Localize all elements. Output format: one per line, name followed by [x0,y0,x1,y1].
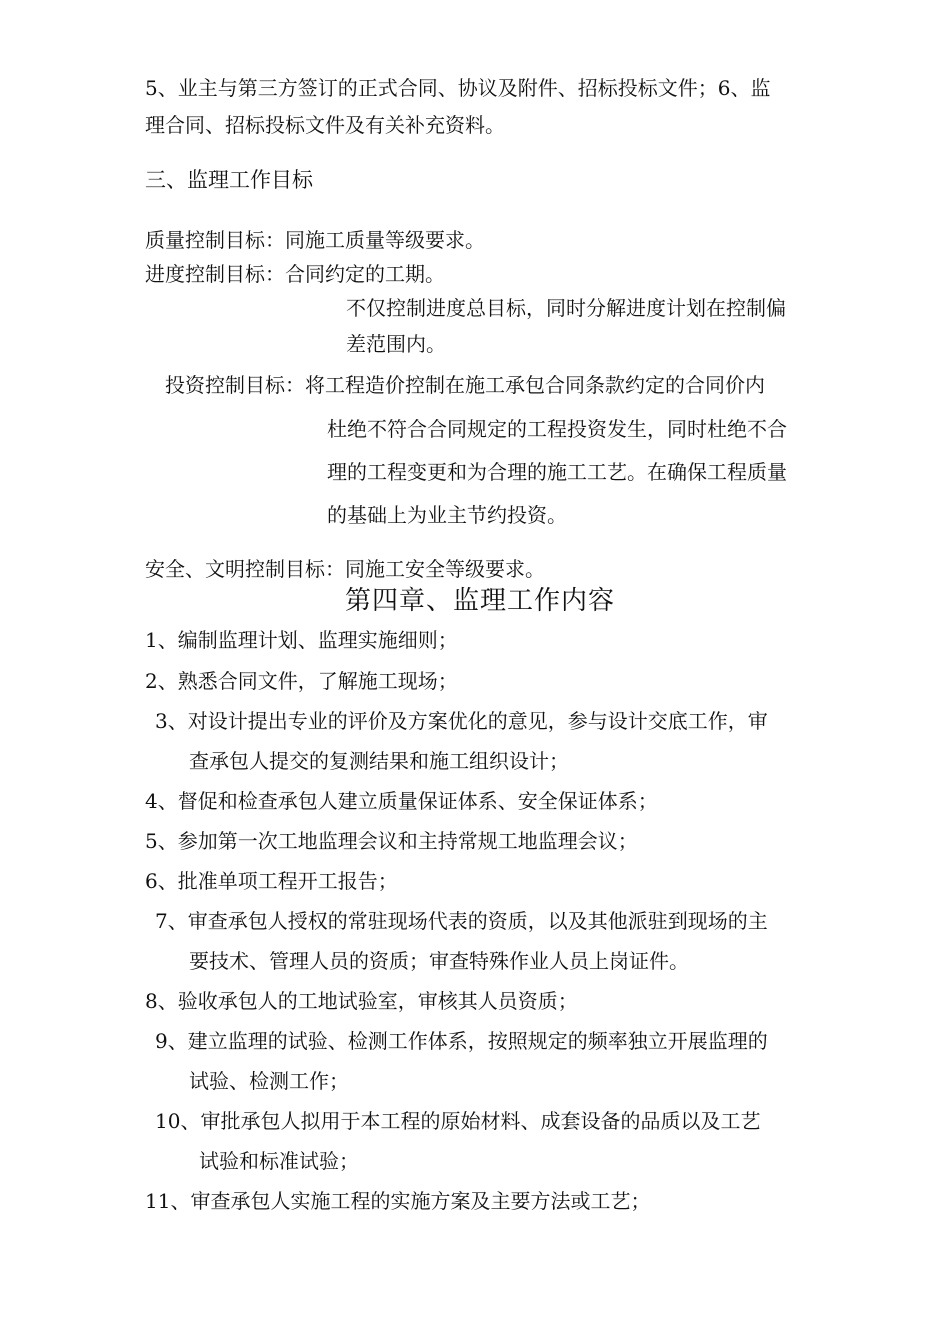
reference-line: 理合同、招标投标文件及有关补充资料。 [145,113,505,137]
schedule-detail: 不仅控制进度总目标，同时分解进度计划在控制偏 [346,296,786,320]
list-item: 2、熟悉合同文件，了解施工现场； [145,669,458,693]
section-heading: 三、监理工作目标 [145,168,313,192]
chapter-title: 第四章、监理工作内容 [345,586,616,616]
list-item: 10、审批承包人拟用于本工程的原始材料、成套设备的品质以及工艺 [155,1109,761,1133]
list-item: 3、对设计提出专业的评价及方案优化的意见，参与设计交底工作，审 [155,709,768,733]
investment-detail: 理的工程变更和为合理的施工工艺。在确保工程质量 [327,460,787,484]
list-item: 8、验收承包人的工地试验室，审核其人员资质； [145,989,578,1013]
quality-target: 质量控制目标：同施工质量等级要求。 [145,228,485,252]
list-item: 9、建立监理的试验、检测工作体系，按照规定的频率独立开展监理的 [155,1029,768,1053]
list-item-continuation: 试验、检测工作； [189,1069,349,1093]
investment-detail: 的基础上为业主节约投资。 [327,503,567,527]
list-item: 1、编制监理计划、监理实施细则； [145,628,458,652]
list-item: 6、批准单项工程开工报告； [145,869,398,893]
reference-line: 5、业主与第三方签订的正式合同、协议及附件、招标投标文件；6、监 [145,76,771,100]
schedule-detail: 差范围内。 [346,332,446,356]
schedule-target: 进度控制目标：合同约定的工期。 [145,262,445,286]
list-item: 7、审查承包人授权的常驻现场代表的资质，以及其他派驻到现场的主 [155,909,768,933]
list-item-continuation: 试验和标准试验； [199,1149,359,1173]
list-item-continuation: 要技术、管理人员的资质；审查特殊作业人员上岗证件。 [189,949,689,973]
list-item: 5、参加第一次工地监理会议和主持常规工地监理会议； [145,829,638,853]
list-item: 4、督促和检查承包人建立质量保证体系、安全保证体系； [145,789,658,813]
list-item: 11、审查承包人实施工程的实施方案及主要方法或工艺； [145,1189,651,1213]
investment-target: 投资控制目标：将工程造价控制在施工承包合同条款约定的合同价内 [165,373,765,397]
investment-detail: 杜绝不符合合同规定的工程投资发生，同时杜绝不合 [327,417,787,441]
list-item-continuation: 查承包人提交的复测结果和施工组织设计； [189,749,569,773]
safety-target: 安全、文明控制目标：同施工安全等级要求。 [145,557,545,581]
